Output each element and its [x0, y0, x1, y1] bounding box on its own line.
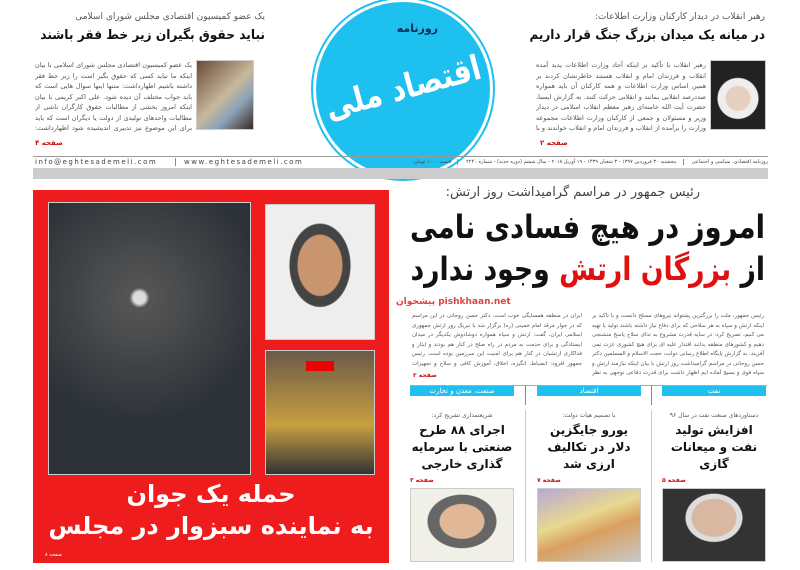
info-bar	[33, 156, 768, 168]
column-rule	[651, 385, 652, 405]
section-kicker: دستاوردهای صنعت نفت در سال ۹۶	[669, 412, 759, 419]
feature-page[interactable]: صفحه ۸	[45, 552, 62, 558]
section-label[interactable]: اقتصاد	[537, 386, 641, 396]
attacker-photo	[265, 350, 375, 475]
headline-post: وجود ندارد	[410, 250, 550, 288]
gray-rule	[33, 168, 768, 179]
watermark: پیشخوان pishkhaan.net	[396, 297, 511, 307]
industry-minister-photo	[410, 488, 514, 562]
paper-description: روزنامه اقتصادی، سیاسی و اجتماعی	[691, 159, 768, 165]
main-body-left: ایران در منطقه همسایگی خوب است. دکتر حسن روحانی در این مراسم که در جوار مرقد امام خمینی (ره) برگزار شد با تبریک روز ارتش جمهوری اسلامی ایران، گفت: ارتش و سپاه همواره دوشادوش یکدیگر در میدان ایستادگی و برای خدمت به مردم در راه صلح در کنار هم بودند و ایثار و فداکاری ارتشیان در کنار هم برای امنیت این سرزمین بوده است. رئیس جمهور افزود: انضباط، انگیزه، اخلاق، آموزش کافی و سلاح و تجهیزات	[412, 313, 582, 367]
main-headline-line2[interactable]	[410, 250, 765, 288]
top-right-kicker: رهبر انقلاب در دیدار کارکنان وزارت اطلاعات:	[594, 12, 765, 22]
masthead-prefix: روزنامه	[396, 22, 438, 35]
column-rule	[525, 410, 526, 562]
section-economy[interactable]	[537, 386, 641, 562]
section-kicker: با تصمیم هیات دولت:	[562, 412, 616, 419]
column-rule	[651, 410, 652, 562]
masthead-logo	[308, 2, 498, 172]
top-right-headline[interactable]: در میانه یک میدان بزرگ جنگ قرار داریم	[529, 28, 765, 43]
price: قیمت ۱۰۰۰ تومان	[414, 159, 458, 165]
euro-banknotes-photo	[537, 488, 641, 562]
top-left-headline[interactable]: نباید حقوق بگیران زیر خط فقر باشند	[40, 28, 265, 43]
leader-photo	[710, 60, 766, 130]
email-link[interactable]: info@eghtesademeli.com	[35, 158, 158, 166]
info-right-group	[333, 159, 768, 165]
section-label[interactable]: صنعت، معدن و تجارت	[410, 386, 514, 396]
column-rule	[525, 385, 526, 405]
top-left-page[interactable]: صفحه ۴	[35, 139, 63, 147]
section-page[interactable]: صفحه ۷	[537, 477, 561, 484]
money-photo	[196, 60, 254, 130]
main-page[interactable]: صفحه ۲	[413, 372, 437, 379]
headline-red: بزرگان ارتش	[559, 250, 732, 288]
section-page[interactable]: صفحه ۵	[662, 477, 686, 484]
top-right-body: رهبر انقلاب با تأکید بر اینکه آحاد وزارت اطلاعات پدید آمده انقلاب و فرزندان امام و انقلاب هستند خاطرنشان کردند بر همین اساس وزارت اطلاعات و همه کارکنان آن باید همواره صددرصد انقلابی بمانند و انقلابی حرکت کنند. به گزارش ایسنا، حضرت آیت الله خامنه‌ای رهبر معظم انقلاب اسلامی در دیدار وزیر و مسئولان و جمعی از کارکنان وزارت اطلاعات مجموعه وزارت را برآمده از انقلاب و فرزندان امام و انقلاب خواندند و با	[536, 61, 706, 132]
section-headline[interactable]: اجرای ۸۸ طرح صنعتی با سرمایه گذاری خارجی	[411, 423, 513, 471]
oil-minister-photo	[662, 488, 766, 562]
broken-windshield-photo	[48, 202, 251, 475]
masthead-title: اقتصاد ملی	[320, 47, 486, 128]
section-headline[interactable]: یورو جایگزین دلار در تکالیف ارزی شد	[547, 423, 631, 471]
main-kicker: رئیس جمهور در مراسم گرامیداشت روز ارتش:	[445, 185, 700, 200]
top-right-page[interactable]: صفحه ۲	[540, 139, 568, 147]
top-left-body: یک عضو کمیسیون اقتصادی مجلس شورای اسلامی با بیان اینکه ما نباید کسی که حقوق بگیر است را زیر خط فقر داشته باشیم اظهارداشت: متنها اینها سوال هایی است که باید جواب مختلف آن دیده شود. علی اکبر کریمی با بیان اینکه امروز بخشی از مطالبات حقوق کارگران ناشی از مطالبات واحدهای تولیدی از دولت یا دیگران است که باید برای این موضوع نیز تدبیری اندیشیده شود اظهارداشت:	[35, 61, 192, 132]
issue-date: پنجشنبه ۳۰ فروردین ۱۳۹۷ - ۳ شعبان ۱۴۳۹ - ۱۹ آوریل ۲۰۱۸ - سال ششم (دوره جدید) - شماره ۲۲۴۰	[466, 159, 684, 165]
section-label[interactable]: نفت	[662, 386, 766, 396]
website-link[interactable]: www.eghtesademeli.com	[175, 158, 303, 166]
headline-pre: از	[740, 250, 765, 288]
mp-portrait-photo	[265, 204, 375, 340]
section-headline[interactable]: افزایش تولید نفت و میعانات گازی	[670, 423, 758, 471]
feature-headline-2: به نماینده سبزوار در مجلس	[48, 512, 374, 540]
main-headline-line1[interactable]: امروز در هیچ فسادی نامی	[410, 208, 765, 246]
section-kicker: شریعتمداری تشریح کرد:	[431, 412, 493, 419]
top-left-kicker: یک عضو کمیسیون اقتصادی مجلس شورای اسلامی	[75, 12, 265, 22]
feature-headline-1: حمله یک جوان	[126, 480, 296, 508]
section-industry[interactable]	[410, 386, 514, 562]
section-oil[interactable]	[662, 386, 766, 562]
section-page[interactable]: صفحه ۳	[410, 477, 434, 484]
feature-box[interactable]	[33, 190, 389, 563]
main-body-right: رئیس جمهور، ملت را بزرگترین پشتوانه نیروهای مسلح دانست و با تاکید بر اینکه ارتش و سپاه به هر سلاحی که برای دفاع نیاز داشته باشند تولید یا تهیه می کنیم، تصریح کرد: در سایه قدرت مشروع به تدای سلاح پاسخ متشنجی دهیم و کشورهای منطقه بدانند اقتدار علیه ای برای هیچ کشوری عزت نمی آفریند. به گزارش پایگاه اطلاع رسانی دولت، حجت الاسلام و المسلمین دکتر حسن روحانی در مراسم گرامیداشت روز ارتش با بیان اینکه نیازمند ارتش و سپاه قوی و بسیج آماده ایم اظهار داشت برای قدرت دفاعی توجهی به نظر	[592, 313, 764, 376]
